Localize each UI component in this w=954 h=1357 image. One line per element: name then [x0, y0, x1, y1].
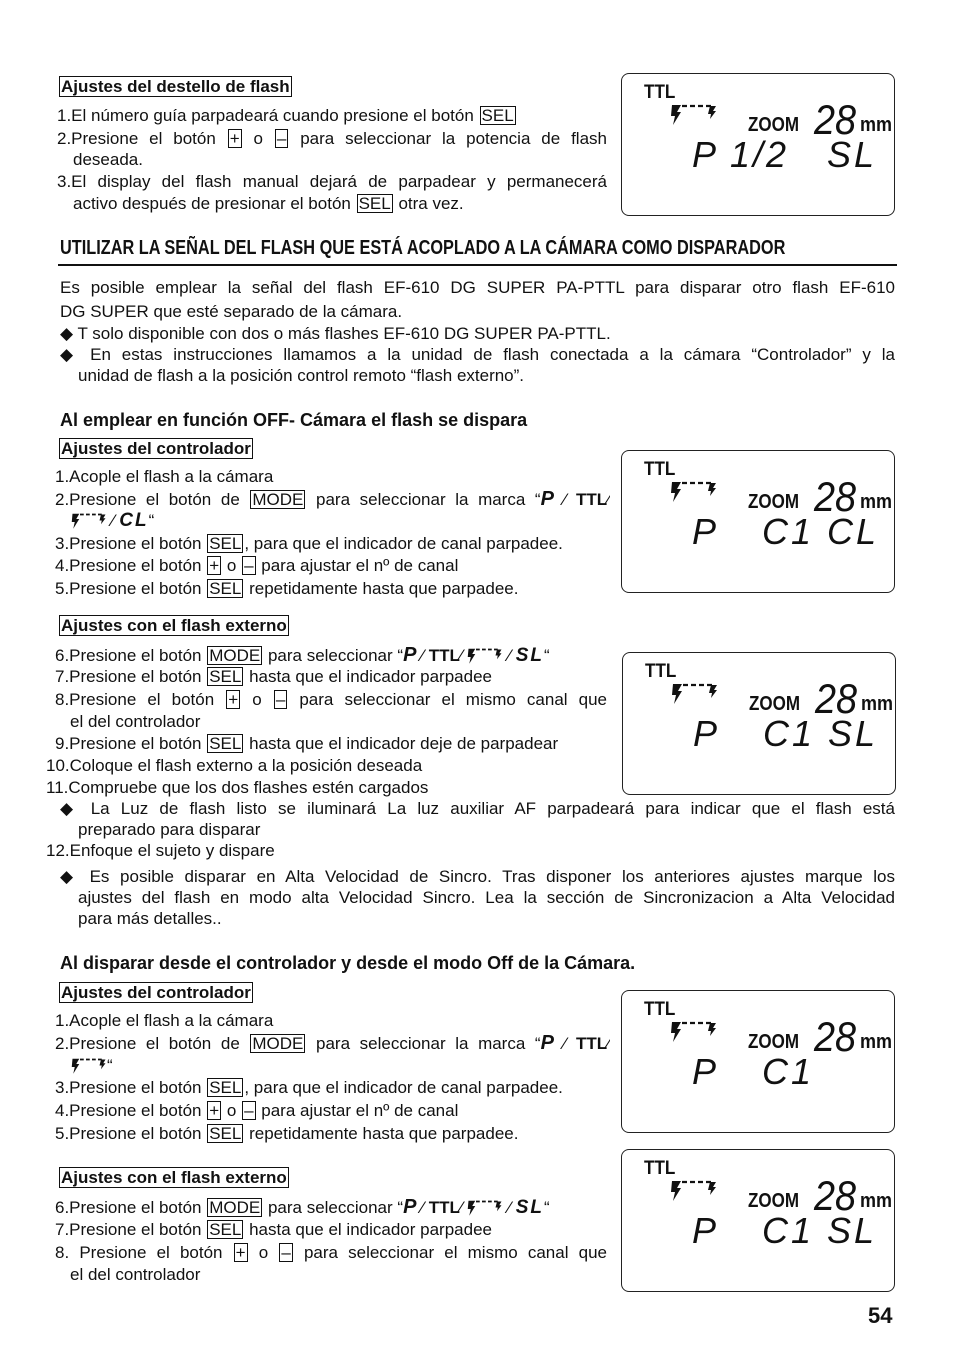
bullet-line — [78, 888, 895, 908]
ttl-symbol: TTL — [575, 1034, 608, 1053]
text: 4.Presione el botón — [55, 556, 207, 575]
lcd-role: CL — [827, 511, 880, 552]
text: 6.Presione el botón — [55, 1198, 207, 1217]
bullet-line — [78, 909, 222, 929]
button-label-minus: – — [276, 129, 287, 148]
step-line — [55, 1124, 518, 1144]
button-label-mode: MODE — [252, 1034, 304, 1053]
lcd-ttl-label: TTL — [644, 459, 676, 480]
step-line — [57, 106, 517, 126]
wireless-flash-icon — [467, 1200, 503, 1222]
text: el del controlador — [70, 1265, 201, 1284]
lcd-zoom-label: ZOOM — [748, 114, 799, 136]
mode-p-symbol: P — [403, 1196, 417, 1218]
step-line — [57, 129, 607, 149]
text: 2.Presione el botón de — [55, 490, 250, 509]
lcd-focal-length: 28 — [814, 1013, 857, 1060]
text: para seleccionar el mismo canal que — [288, 690, 607, 709]
step-line — [46, 778, 428, 798]
text: para seleccionar la marca “ — [306, 490, 541, 509]
text: o — [222, 1101, 242, 1120]
text: 5.Presione el botón — [55, 1124, 207, 1143]
text: “ — [544, 646, 550, 665]
text: 5.Presione el botón — [55, 579, 207, 598]
step-line — [70, 712, 200, 732]
text: 4.Presione el botón — [55, 1101, 207, 1120]
text: para ajustar el nº de canal — [256, 556, 459, 575]
bullet-line — [60, 345, 895, 365]
lcd-panel — [621, 990, 895, 1133]
text: para seleccionar la potencia de flash — [289, 129, 607, 148]
text: deseada. — [73, 150, 143, 169]
mode-p-symbol: P — [403, 644, 417, 666]
text: ajustes del flash en modo alta Velocidad Sincro. Lea la sección de Sincronizacion a Alta Velocidad — [78, 888, 895, 907]
wireless-flash-icon — [671, 683, 719, 710]
text: 8.Presione el botón — [55, 690, 226, 709]
text: 2.Presione el botón — [57, 129, 227, 148]
step-line — [46, 756, 422, 776]
text: para seleccionar la marca “ — [306, 1034, 541, 1053]
text: para ajustar el nº de canal — [256, 1101, 459, 1120]
button-label-minus: – — [281, 1243, 291, 1262]
bullet-line — [60, 867, 895, 887]
wireless-flash-icon — [670, 1021, 718, 1048]
text: para seleccionar el mismo canal que — [293, 1243, 607, 1262]
lcd-role: SL — [827, 134, 878, 175]
text: , para que el indicador de canal parpadee. — [244, 1078, 563, 1097]
lcd-role: SL — [827, 1210, 878, 1251]
lcd-panel — [621, 450, 895, 593]
external-settings-heading: Ajustes con el flash externo — [61, 616, 287, 635]
text: ⁄ — [459, 646, 468, 665]
lcd-mode: P — [693, 713, 721, 754]
step-line — [55, 1220, 492, 1240]
step-line — [55, 1243, 607, 1263]
button-label-plus: + — [209, 1101, 220, 1120]
lcd-focal-length: 28 — [815, 675, 858, 722]
bullet-line — [60, 799, 895, 819]
text: ⁄ — [416, 1198, 429, 1217]
wireless-flash-icon — [670, 1180, 718, 1207]
text: 1.Acople el flash a la cámara — [55, 467, 274, 486]
step-line — [55, 534, 563, 554]
lcd-sl-symbol: SL — [515, 1197, 544, 1218]
lcd-mode: P — [692, 1210, 720, 1251]
button-label-mode: MODE — [252, 490, 304, 509]
text: ◆ La Luz de flash listo se iluminará La luz auxiliar AF parpadeará para indicar que el flash está — [60, 799, 895, 818]
wireless-flash-icon — [670, 481, 718, 508]
button-label-sel: SEL — [209, 579, 242, 598]
button-label-sel: SEL — [358, 194, 391, 213]
intro-line — [78, 366, 524, 386]
text: 3.El display del flash manual dejará de parpadear y permanecerá — [57, 172, 607, 191]
button-label-sel: SEL — [209, 1078, 242, 1097]
bullet-line — [78, 820, 260, 840]
lcd-ttl-label: TTL — [644, 1158, 676, 1179]
lcd-mode: P — [692, 1051, 720, 1092]
text: DG SUPER que esté separado de la cámara. — [60, 302, 403, 321]
text: , para que el indicador de canal parpadee. — [244, 534, 563, 553]
text: ⁄ — [459, 1198, 468, 1217]
lcd-ttl-label: TTL — [644, 999, 676, 1020]
button-label-sel: SEL — [209, 1124, 242, 1143]
step-line — [71, 511, 154, 534]
text: 7.Presione el botón — [55, 1220, 207, 1239]
step-line — [46, 841, 275, 861]
text: para más detalles.. — [78, 909, 222, 928]
text: hasta que el indicador deje de parpadear — [244, 734, 559, 753]
lcd-unit: mm — [861, 693, 894, 715]
text: para seleccionar “ — [263, 1198, 404, 1217]
button-label-mode: MODE — [209, 1198, 261, 1217]
text: el del controlador — [70, 712, 201, 731]
lcd-ttl-label: TTL — [644, 82, 676, 103]
text: ⁄ — [503, 646, 516, 665]
text: hasta que el indicador parpadee — [244, 1220, 492, 1239]
step-line — [73, 194, 464, 214]
controller-settings-heading: Ajustes del controlador — [61, 439, 251, 458]
step-line — [55, 1197, 550, 1221]
text: ⁄ — [107, 511, 120, 530]
text: hasta que el indicador parpadee — [244, 667, 492, 686]
text: 7.Presione el botón — [55, 667, 207, 686]
lcd-zoom-label: ZOOM — [749, 693, 800, 715]
step-line — [55, 1011, 273, 1031]
text: ⁄ — [553, 490, 576, 509]
button-label-minus: – — [275, 690, 286, 709]
text: repetidamente hasta que parpadee. — [244, 1124, 519, 1143]
text: 10.Coloque el flash externo a la posición deseada — [46, 756, 423, 775]
button-label-mode: MODE — [209, 646, 261, 665]
step-line — [55, 579, 518, 599]
lcd-channel: C1 — [762, 1051, 815, 1092]
step-line — [55, 1101, 458, 1121]
main-heading: UTILIZAR LA SEÑAL DEL FLASH QUE ESTÁ ACOPLADO A LA CÁMARA COMO DISPARADOR — [60, 237, 786, 259]
text: ◆ T solo disponible con dos o más flashes EF-610 DG SUPER PA-PTTL. — [60, 324, 611, 343]
text: unidad de flash a la posición control remoto “flash externo”. — [78, 366, 525, 385]
subsection-title: Al disparar desde el controlador y desde el modo Off de la Cámara. — [60, 953, 636, 973]
step-line — [55, 1078, 563, 1098]
text: ⁄ — [553, 1034, 576, 1053]
lcd-role: SL — [828, 713, 879, 754]
text: “ — [544, 1198, 550, 1217]
page-number: 54 — [868, 1303, 893, 1328]
text: preparado para disparar — [78, 820, 261, 839]
lcd-focal-length: 28 — [814, 1172, 857, 1219]
button-label-plus: + — [229, 129, 240, 148]
text: ⁄ — [503, 1198, 516, 1217]
controller-settings-heading: Ajustes del controlador — [61, 983, 251, 1002]
step-line — [70, 1265, 200, 1285]
text: 1.El número guía parpadeará cuando presione el botón — [57, 106, 479, 125]
text: ◆ En estas instrucciones llamamos a la unidad de flash conectada a la cámara “Controlador” y la — [60, 345, 895, 364]
text: ⁄ — [416, 646, 429, 665]
button-label-plus: + — [228, 690, 239, 709]
wireless-flash-icon — [71, 1058, 107, 1080]
step-line — [55, 734, 558, 754]
step-line — [55, 1033, 610, 1053]
mode-p-symbol: P — [540, 1033, 554, 1053]
step-line — [55, 667, 492, 687]
button-label-sel: SEL — [209, 1220, 242, 1239]
step-line — [73, 150, 143, 170]
step-line — [55, 489, 610, 509]
lcd-zoom-label: ZOOM — [748, 1190, 799, 1212]
text: o — [248, 1243, 279, 1262]
lcd-panel — [621, 73, 895, 216]
intro-line — [60, 278, 895, 298]
text: 11.Compruebe que los dos flashes estén cargados — [46, 778, 429, 797]
lcd-mode: P — [692, 511, 720, 552]
text: 6.Presione el botón — [55, 646, 207, 665]
button-label-plus: + — [209, 556, 220, 575]
text: 2.Presione el botón de — [55, 1034, 250, 1053]
text: 1.Acople el flash a la cámara — [55, 1011, 274, 1030]
lcd-channel: C1 — [763, 713, 816, 754]
intro-line — [60, 302, 402, 322]
lcd-unit: mm — [860, 491, 893, 513]
step-line — [57, 172, 607, 192]
lcd-zoom-label: ZOOM — [748, 1031, 799, 1053]
text: ⁄ — [607, 1034, 610, 1053]
lcd-ttl-label: TTL — [645, 661, 677, 682]
lcd-channel: C1 — [762, 1210, 815, 1251]
lcd-cl-symbol: CL — [119, 510, 149, 531]
lcd-panel — [622, 652, 896, 795]
lcd-focal-length: 28 — [814, 96, 857, 143]
bullet-line — [60, 324, 611, 344]
step-line — [55, 467, 273, 487]
text: ◆ Es posible disparar en Alta Velocidad de Sincro. Tras disponer los anteriores ajustes marque los — [60, 867, 895, 886]
wireless-flash-icon — [670, 104, 718, 131]
text: para seleccionar “ — [263, 646, 404, 665]
text: “ — [148, 511, 155, 530]
text: 3.Presione el botón — [55, 1078, 207, 1097]
lcd-focal-length: 28 — [814, 473, 857, 520]
text: 9.Presione el botón — [55, 734, 207, 753]
step-line — [55, 690, 607, 710]
subsection-title: Al emplear en función OFF- Cámara el flash se dispara — [60, 410, 528, 430]
lcd-zoom-label: ZOOM — [748, 491, 799, 513]
ttl-symbol: TTL — [428, 1198, 460, 1217]
button-label-sel: SEL — [209, 734, 242, 753]
external-settings-heading: Ajustes con el flash externo — [61, 1168, 287, 1187]
button-label-sel: SEL — [209, 534, 242, 553]
lcd-sl-symbol: SL — [515, 645, 544, 666]
lcd-panel — [621, 1149, 895, 1292]
text: o — [242, 129, 274, 148]
text: 12.Enfoque el sujeto y dispare — [46, 841, 275, 860]
text: o — [222, 556, 242, 575]
text: ⁄ — [607, 490, 610, 509]
lcd-unit: mm — [860, 1031, 893, 1053]
text: activo después de presionar el botón — [73, 194, 356, 213]
heading-rule — [58, 264, 897, 266]
step-line — [55, 556, 458, 576]
text: “ — [107, 1056, 113, 1075]
ttl-symbol: TTL — [575, 490, 608, 509]
mode-p-symbol: P — [540, 489, 554, 509]
text: 3.Presione el botón — [55, 534, 207, 553]
section-heading-flash-output: Ajustes del destello de flash — [61, 77, 290, 96]
ttl-symbol: TTL — [428, 646, 460, 665]
lcd-channel: 1/2 — [730, 134, 790, 175]
step-line — [71, 1056, 113, 1079]
text: otra vez. — [393, 194, 464, 213]
button-label-minus: – — [244, 556, 254, 575]
text: o — [241, 690, 273, 709]
wireless-flash-icon — [467, 648, 503, 670]
lcd-unit: mm — [860, 114, 893, 136]
text: repetidamente hasta que parpadee. — [244, 579, 519, 598]
wireless-flash-icon — [71, 513, 107, 535]
step-line — [55, 645, 550, 669]
text: 8. Presione el botón — [55, 1243, 233, 1262]
button-label-sel: SEL — [209, 667, 242, 686]
text: Es posible emplear la señal del flash EF-610 DG SUPER PA-PTTL para disparar otro flash EF-610 — [60, 278, 895, 297]
lcd-mode: P — [692, 134, 720, 175]
button-label-minus: – — [244, 1101, 254, 1120]
button-label-plus: + — [235, 1243, 246, 1262]
button-label-sel: SEL — [481, 106, 514, 125]
lcd-unit: mm — [860, 1190, 893, 1212]
lcd-channel: C1 — [762, 511, 815, 552]
